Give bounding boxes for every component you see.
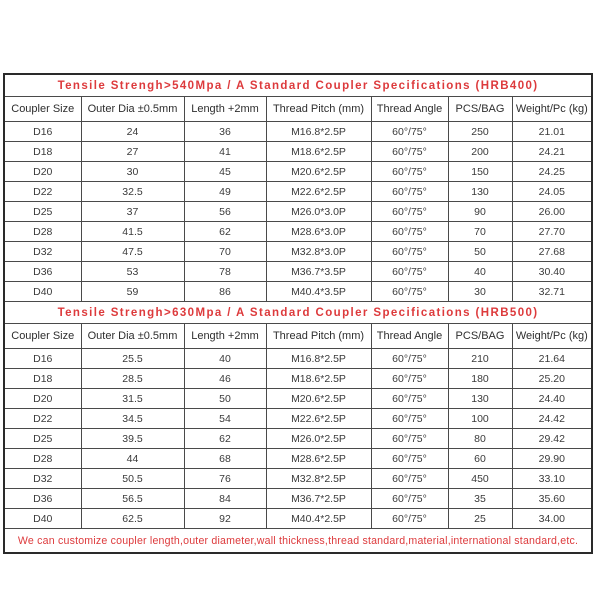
table-cell: 50: [448, 242, 512, 262]
table-cell: 30: [81, 162, 184, 182]
table-cell: M32.8*3.0P: [266, 242, 371, 262]
table-row: [4, 389, 592, 409]
table-cell: 28.5: [81, 369, 184, 389]
table-cell: D36: [4, 262, 81, 282]
table-row: [4, 302, 592, 324]
table-cell: D25: [4, 202, 81, 222]
table-row: [4, 489, 592, 509]
table-cell: 60°/75°: [371, 449, 448, 469]
table-row: [4, 429, 592, 449]
table-cell: 24.42: [512, 409, 592, 429]
table-cell: M26.0*3.0P: [266, 202, 371, 222]
table-cell: 78: [184, 262, 266, 282]
table-cell: D25: [4, 429, 81, 449]
column-header: Thread Pitch (mm): [266, 324, 371, 349]
table-cell: 68: [184, 449, 266, 469]
table-cell: 60°/75°: [371, 182, 448, 202]
table-cell: 53: [81, 262, 184, 282]
table-cell: 56: [184, 202, 266, 222]
customization-note: We can customize coupler length,outer diameter,wall thickness,thread standard,material,international standard,etc.: [4, 529, 592, 554]
table-cell: 27.70: [512, 222, 592, 242]
table-cell: M22.6*2.5P: [266, 182, 371, 202]
table-row: [4, 409, 592, 429]
table-row: [4, 369, 592, 389]
table-cell: M36.7*2.5P: [266, 489, 371, 509]
table-cell: 40: [448, 262, 512, 282]
column-header: Coupler Size: [4, 97, 81, 122]
table-row: [4, 449, 592, 469]
column-header: Outer Dia ±0.5mm: [81, 97, 184, 122]
table-cell: D28: [4, 449, 81, 469]
table-cell: M18.6*2.5P: [266, 369, 371, 389]
table-cell: D32: [4, 242, 81, 262]
table-cell: D40: [4, 509, 81, 529]
table-cell: 26.00: [512, 202, 592, 222]
table-row: [4, 222, 592, 242]
table-cell: D18: [4, 369, 81, 389]
table-cell: 86: [184, 282, 266, 302]
table-cell: M40.4*2.5P: [266, 509, 371, 529]
table-cell: 41.5: [81, 222, 184, 242]
table-cell: 50: [184, 389, 266, 409]
table-row: [4, 162, 592, 182]
column-header: Outer Dia ±0.5mm: [81, 324, 184, 349]
table-cell: 130: [448, 389, 512, 409]
table-cell: 450: [448, 469, 512, 489]
table-cell: M40.4*3.5P: [266, 282, 371, 302]
spec-sheet: [3, 73, 591, 554]
table-row: [4, 242, 592, 262]
table-body-hrb400: [4, 122, 592, 302]
table-cell: 60°/75°: [371, 282, 448, 302]
table-cell: 34.00: [512, 509, 592, 529]
table-cell: 44: [81, 449, 184, 469]
table-cell: 84: [184, 489, 266, 509]
table-cell: 130: [448, 182, 512, 202]
table-cell: M28.6*2.5P: [266, 449, 371, 469]
table-cell: 24.25: [512, 162, 592, 182]
table-cell: 24: [81, 122, 184, 142]
table-cell: 60°/75°: [371, 349, 448, 369]
table-cell: D36: [4, 489, 81, 509]
table-cell: M20.6*2.5P: [266, 162, 371, 182]
table-cell: 21.64: [512, 349, 592, 369]
table-cell: M36.7*3.5P: [266, 262, 371, 282]
table-cell: 60°/75°: [371, 202, 448, 222]
table-cell: 210: [448, 349, 512, 369]
table-cell: 24.40: [512, 389, 592, 409]
table-cell: 100: [448, 409, 512, 429]
table-cell: 35.60: [512, 489, 592, 509]
table-cell: 80: [448, 429, 512, 449]
table-row: [4, 469, 592, 489]
table-cell: 60: [448, 449, 512, 469]
table-cell: 29.90: [512, 449, 592, 469]
table-cell: 180: [448, 369, 512, 389]
table-row: [4, 529, 592, 554]
table-cell: 21.01: [512, 122, 592, 142]
table-cell: 250: [448, 122, 512, 142]
table-cell: 30.40: [512, 262, 592, 282]
table-cell: 60°/75°: [371, 242, 448, 262]
table-row: [4, 202, 592, 222]
table-cell: 54: [184, 409, 266, 429]
table-cell: D20: [4, 162, 81, 182]
table-cell: 60°/75°: [371, 469, 448, 489]
table-cell: D22: [4, 182, 81, 202]
table-cell: 27: [81, 142, 184, 162]
table-cell: M16.8*2.5P: [266, 349, 371, 369]
column-header: Thread Angle: [371, 324, 448, 349]
table-cell: 60°/75°: [371, 122, 448, 142]
table-cell: 32.71: [512, 282, 592, 302]
table-cell: D16: [4, 122, 81, 142]
column-header: PCS/BAG: [448, 324, 512, 349]
table-cell: M26.0*2.5P: [266, 429, 371, 449]
table-cell: 34.5: [81, 409, 184, 429]
table-row: [4, 509, 592, 529]
table-cell: 60°/75°: [371, 489, 448, 509]
table-cell: M28.6*3.0P: [266, 222, 371, 242]
table-cell: 90: [448, 202, 512, 222]
table-cell: 200: [448, 142, 512, 162]
table-cell: 92: [184, 509, 266, 529]
section-title-hrb500: Tensile Strengh>630Mpa / A Standard Coupler Specifications (HRB500): [4, 302, 592, 324]
table-cell: 41: [184, 142, 266, 162]
table-cell: 70: [184, 242, 266, 262]
table-cell: 60°/75°: [371, 262, 448, 282]
table-cell: M32.8*2.5P: [266, 469, 371, 489]
table-row: [4, 142, 592, 162]
table-row: [4, 74, 592, 97]
table-row: [4, 122, 592, 142]
table-cell: 60°/75°: [371, 429, 448, 449]
table-row: [4, 262, 592, 282]
table-cell: 45: [184, 162, 266, 182]
table-cell: D16: [4, 349, 81, 369]
coupler-specifications-table: [3, 73, 593, 554]
column-header: PCS/BAG: [448, 97, 512, 122]
table-cell: 59: [81, 282, 184, 302]
table-cell: 30: [448, 282, 512, 302]
column-header: Weight/Pc (kg): [512, 324, 592, 349]
section-title-hrb400: Tensile Strengh>540Mpa / A Standard Coupler Specifications (HRB400): [4, 74, 592, 97]
table-cell: 36: [184, 122, 266, 142]
table-cell: 24.21: [512, 142, 592, 162]
table-cell: D32: [4, 469, 81, 489]
table-cell: 50.5: [81, 469, 184, 489]
table-cell: 60°/75°: [371, 389, 448, 409]
table-cell: 46: [184, 369, 266, 389]
column-header: Weight/Pc (kg): [512, 97, 592, 122]
column-header: Thread Angle: [371, 97, 448, 122]
table-cell: D22: [4, 409, 81, 429]
table-cell: 49: [184, 182, 266, 202]
table-cell: 24.05: [512, 182, 592, 202]
table-cell: 60°/75°: [371, 162, 448, 182]
column-header: Length +2mm: [184, 324, 266, 349]
table-cell: 25.5: [81, 349, 184, 369]
table-cell: 62: [184, 222, 266, 242]
table-cell: 62: [184, 429, 266, 449]
table-cell: 25: [448, 509, 512, 529]
table-cell: 60°/75°: [371, 142, 448, 162]
table-cell: 32.5: [81, 182, 184, 202]
table-cell: M22.6*2.5P: [266, 409, 371, 429]
table-cell: 60°/75°: [371, 369, 448, 389]
table-cell: 35: [448, 489, 512, 509]
table-row: [4, 282, 592, 302]
table-cell: D18: [4, 142, 81, 162]
table-cell: 60°/75°: [371, 509, 448, 529]
table-body-hrb500: [4, 349, 592, 529]
table-cell: 27.68: [512, 242, 592, 262]
table-cell: 62.5: [81, 509, 184, 529]
table-cell: 37: [81, 202, 184, 222]
table-cell: 76: [184, 469, 266, 489]
table-cell: 60°/75°: [371, 222, 448, 242]
table-cell: D20: [4, 389, 81, 409]
column-header: Length +2mm: [184, 97, 266, 122]
column-header-row-hrb400: [4, 97, 592, 122]
table-cell: 40: [184, 349, 266, 369]
table-cell: 47.5: [81, 242, 184, 262]
table-cell: M16.8*2.5P: [266, 122, 371, 142]
table-cell: 60°/75°: [371, 409, 448, 429]
table-cell: M18.6*2.5P: [266, 142, 371, 162]
table-row: [4, 349, 592, 369]
table-cell: D40: [4, 282, 81, 302]
table-cell: M20.6*2.5P: [266, 389, 371, 409]
table-cell: 31.5: [81, 389, 184, 409]
table-row: [4, 182, 592, 202]
table-cell: 25.20: [512, 369, 592, 389]
table-cell: 39.5: [81, 429, 184, 449]
table-cell: 150: [448, 162, 512, 182]
table-cell: 56.5: [81, 489, 184, 509]
table-cell: D28: [4, 222, 81, 242]
table-cell: 33.10: [512, 469, 592, 489]
table-cell: 29.42: [512, 429, 592, 449]
column-header-row-hrb500: [4, 324, 592, 349]
table-cell: 70: [448, 222, 512, 242]
column-header: Coupler Size: [4, 324, 81, 349]
column-header: Thread Pitch (mm): [266, 97, 371, 122]
